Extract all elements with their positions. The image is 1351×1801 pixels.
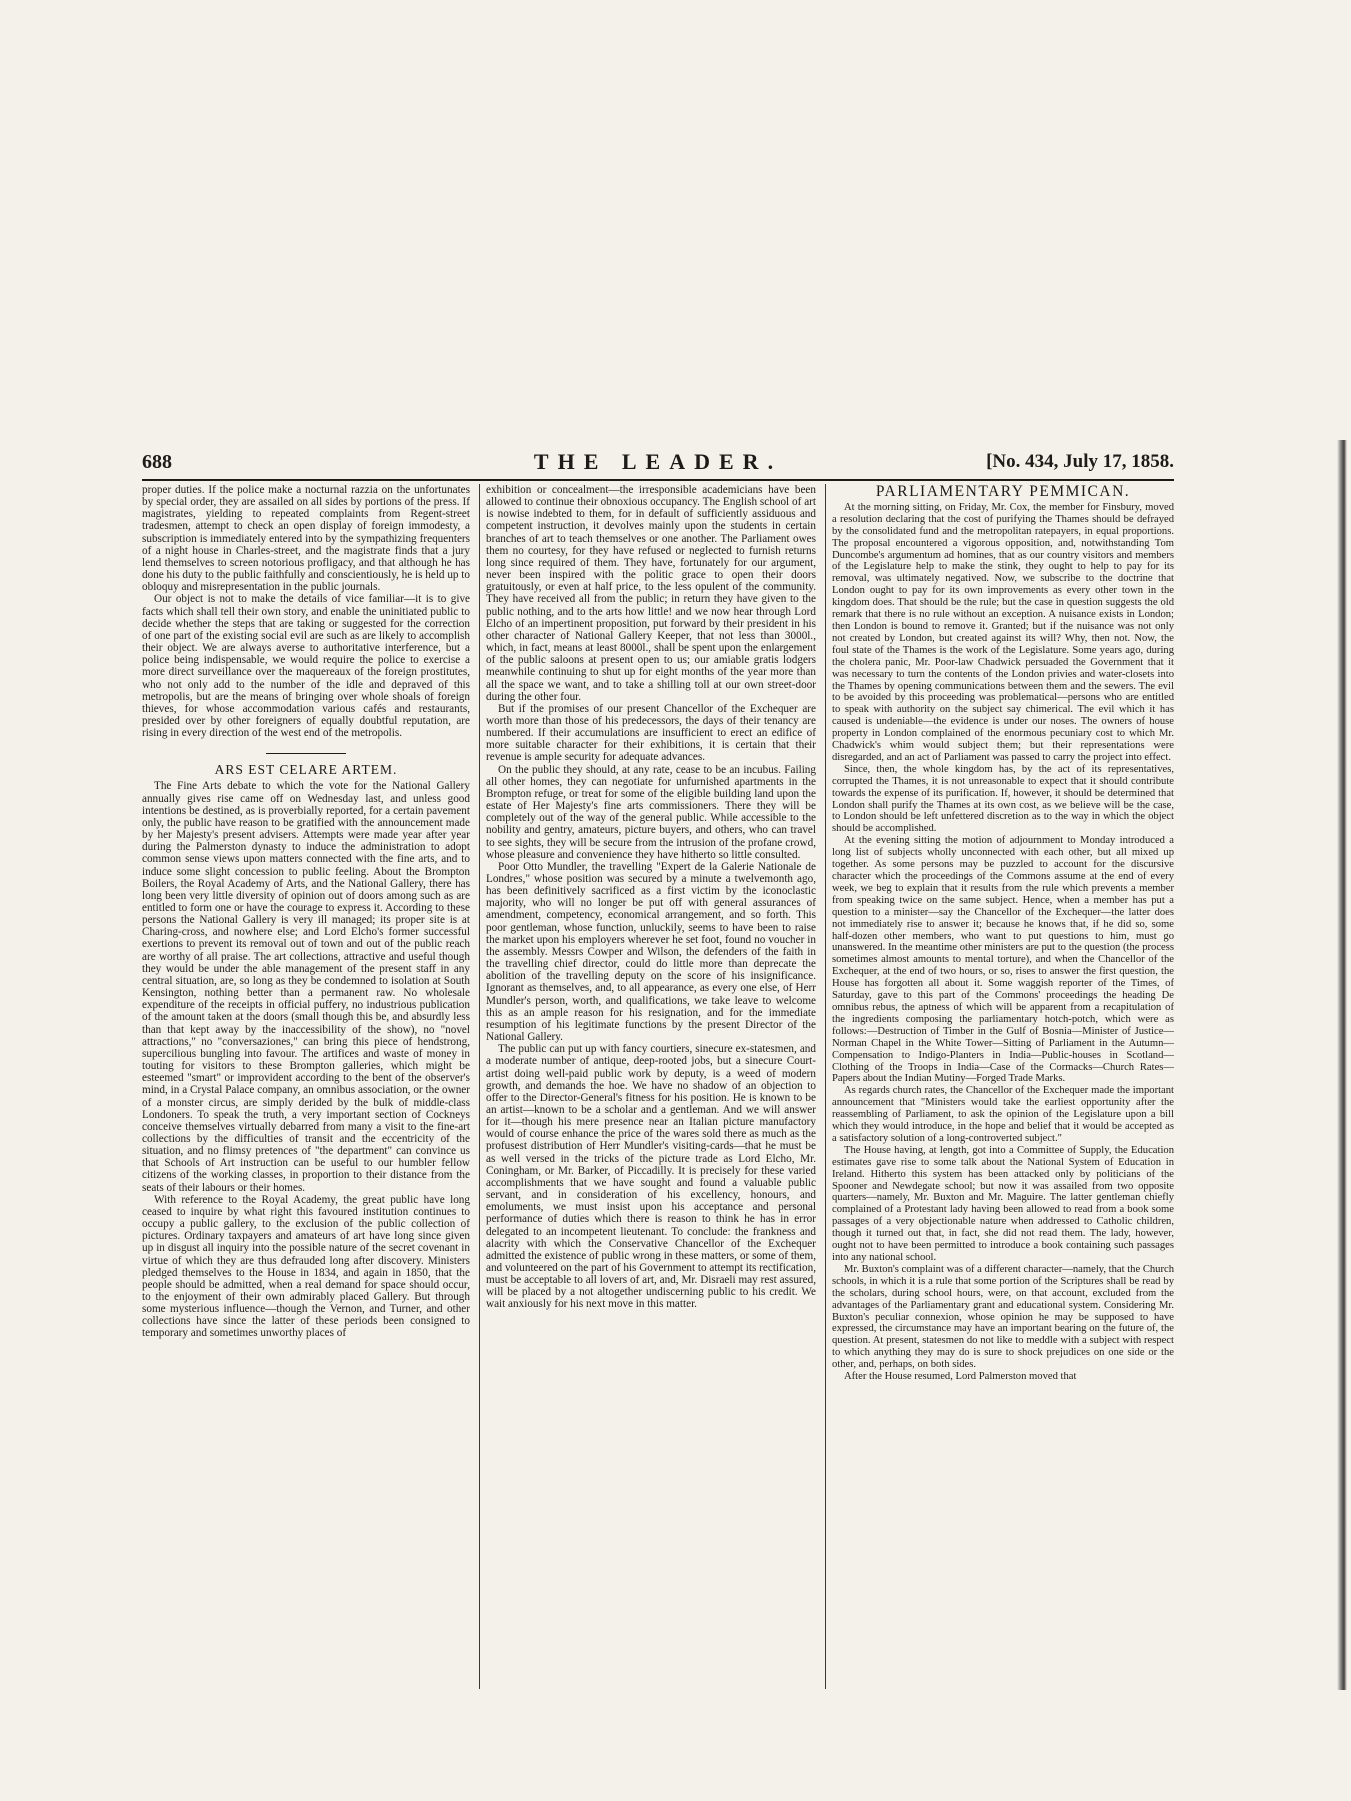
- paragraph: proper duties. If the police make a nocturnal razzia on the unfortunates by special order, they are assailed on all sides by portions of the press. If magistrates, yielding to repeated complaints from Regent-street tradesmen, attempt to check an open display of foreign immodesty, a subscription is immediately entered into by the sympathizing frequenters of a night house in Charles-street, and the magistrate finds that a jury lend themselves to screen notorious profligacy, and that although he has done his duty to the public faithfully and conscientiously, he is held up to obloquy and misrepresentation in the public journals.: [142, 484, 470, 594]
- paragraph: The public can put up with fancy courtiers, sinecure ex-statesmen, and a moderate number of antique, deep-rooted jobs, but a sinecure Court-artist doing well-paid public work by deputy, is a weed of modern growth, and demands the hoe. We have no shadow of an objection to offer to the Director-General's fitness for his position. He is known to be an artist—known to be a scholar and a gentleman. And we will answer for it—though his mere presence near an Italian picture manufactory would of course enhance the price of the wares sold there as much as the profusest distribution of Herr Mundler's visiting-cards—that he must be as well versed in the tricks of the picture trade as Lord Elcho, Mr. Coningham, or Mr. Barker, of Piccadilly. It is precisely for these varied accomplishments that we have sought and found a valuable public servant, and in consideration of his excellency, honours, and emoluments, we must insist upon his acceptance and personal performance of duties which there is reason to think he has in error delegated to an incompetent lieutenant. To conclude: the frankness and alacrity with which the Conservative Chancellor of the Exchequer admitted the existence of public wrong in these matters, or some of them, and volunteered on the part of his Government to attempt its rectification, must be acceptable to all lovers of art, and, Mr. Disraeli may rest assured, will be placed by a not altogether undiscerning public to his credit. We wait anxiously for his next move in this matter.: [486, 1043, 816, 1311]
- issue-line: [No. 434, July 17, 1858.: [986, 451, 1174, 472]
- paragraph: At the morning sitting, on Friday, Mr. Cox, the member for Finsbury, moved a resolution declaring that the cost of purifying the Thames should be defrayed by the consolidated fund and the metropolitan ratepayers, in equal proportions. The proposal encountered a vigorous opposition, and, notwithstanding Tom Duncombe's argumentum ad homines, that as our country visitors and members of the Legislature help to make the stink, they ought to help to pay for its removal, was ultimately negatived. Now, we subscribe to the doctrine that London ought to pay for its own improvements as every other town in the kingdom does. That should be the rule; but the case in question suggests the old remark that there is no rule without an exception. A nuisance exists in London; then London is bound to remove it. Granted; but if the nuisance was not only not created by London, but created against its will? Why, then not. Now, the foul state of the Thames is the work of the Legislature. Some years ago, during the cholera panic, Mr. Poor-law Chadwick persuaded the Government that it was necessary to turn the contents of the London privies and water-closets into the Thames by opening communications between them and the sewers. The evil to be avoided by this proceeding was problematical—persons who are entitled to speak with authority on the subject say chimerical. The evil which it has caused is undeniable—the evidence is under our noses. The owners of house property in London complained of the enormous pecuniary cost to which Mr. Chadwick's whim would subject them; but their representations were disregarded, and an act of Parliament was passed to carry the project into effect.: [832, 501, 1174, 763]
- paragraph: Since, then, the whole kingdom has, by the act of its representatives, corrupted the Thames, it is not unreasonable to expect that it should contribute towards the expense of its purification. If, however, it should be determined that London shall purify the Thames at its own cost, as we believe will be the case, to London should be left unfettered discretion as to the way in which the object should be accomplished.: [832, 763, 1174, 835]
- paragraph: The Fine Arts debate to which the vote for the National Gallery annually gives rise came off on Wednesday last, and unless good intentions be destined, as is proverbially reported, for a certain pavement only, the public have reason to be gratified with the announcement made by her Majesty's present advisers. Attempts were made year after year during the Palmerston dynasty to induce the administration to adopt common sense views upon matters connected with the fine arts, and to induce some slight concession to public feeling. About the Brompton Boilers, the Royal Academy of Arts, and the National Gallery, there has long been very little diversity of opinion out of doors among such as are entitled to form one or have the courage to express it. According to these persons the National Gallery is very ill managed; its proper site is at Charing-cross, and nowhere else; and Lord Elcho's former successful exertions to prevent its removal out of town and out of the public reach are worthy of all praise. The art collections, attractive and useful though they would be under the able management of the present staff in any central situation, are, so long as they be condemned to isolation at South Kensington, nothing better than a permanent raw. No wholesale expenditure of the receipts in official puffery, no industrious publication of the amount taken at the doors (small though this be, and absurdly less than that kept away by the inaccessibility of the show), no "novel attractions," no "conversaziones," can bring this piece of hendstrong, supercilious bungling into favour. The artifices and waste of money in touting for visitors to these Brompton galleries, which might be esteemed "smart" or improvident according to the bent of the observer's mind, in a Crystal Palace company, an omnibus association, or the owner of a monster circus, are simply derided by the bulk of middle-class Londoners. To speak the truth, a very important section of Cockneys conceive themselves virtually debarred from many a visit to the fine-art collections by the difficulties of transit and the eccentricity of the situation, and no flimsy pretences of "the department" can convince us that Schools of Art instruction can be useful to our humbler fellow citizens of the working classes, in proportion to their distance from the seats of their labours or their homes.: [142, 780, 470, 1194]
- paragraph: Mr. Buxton's complaint was of a different character—namely, that the Church schools, in which it is a rule that some portion of the Scriptures shall be read by the scholars, during school hours, were, on that account, excluded from the advantages of the Parliamentary grant and educational system. Considering Mr. Buxton's peculiar connexion, whose opinion he may be supposed to have expressed, the circumstance may have an important bearing on the future of, the question. At present, statesmen do not like to meddle with a subject with respect to which anything they may do is sure to shock prejudices on one side or the other, and, perhaps, on both sides.: [832, 1263, 1174, 1371]
- page-number: 688: [142, 451, 172, 473]
- paragraph: Our object is not to make the details of vice familiar—it is to give facts which shall tell their own story, and enable the uninitiated public to decide whether the steps that are taking or suggested for the correction of one part of the existing social evil are such as are likely to accomplish their object. We are always averse to authoritative interference, but a police being indispensable, we would require the police to exercise a more direct surveillance over the maquereaux of the foreign prostitutes, who not only add to the number of the idle and depraved of this metropolis, but are the means of bringing over whole shoals of foreign thieves, for whose accommodation various cafés and restaurants, presided over by other foreigners of equally doubtful reputation, are rising in every direction of the west end of the metropolis.: [142, 593, 470, 740]
- paragraph: The House having, at length, got into a Committee of Supply, the Education estimates gave rise to some talk about the National System of Education in Ireland. Hitherto this system has been attacked only by politicians of the Spooner and Newdegate school; but now it was assailed from two opposite quarters—namely, Mr. Buxton and Mr. Maguire. The latter gentleman chiefly complained of a Protestant lady having been allowed to read from a book some passages of a very objectionable nature when addressed to Catholic children, though it turned out that, in fact, she did not read them. The lady, however, ought not to have been permitted to introduce a book containing such passages into any national school.: [832, 1144, 1174, 1263]
- paragraph: Poor Otto Mundler, the travelling "Expert de la Galerie Nationale de Londres," whose position was secured by a minute a twelvemonth ago, has been definitively sacrificed as a first victim by the iconoclastic majority, who will no longer be put off with general assurances of amendment, competency, economical arrangement, and so forth. This poor gentleman, whose function, unluckily, seems to have been to raise the market upon his employers wherever he set foot, found no voucher in the assembly. Messrs Cowper and Wilson, the defenders of the faith in the travelling chief director, could do little more than deprecate the abolition of the travelling deputy on the score of his insignificance. Ignorant as themselves, and, to all appearance, as every one else, of Herr Mundler's person, worth, and qualifications, we take leave to welcome this as an ample reason for his resignation, and for the immediate resumption of his legitimate functions by the present Director of the National Gallery.: [486, 860, 816, 1044]
- page-edge-shadow: [1337, 440, 1347, 1690]
- paragraph: exhibition or concealment—the irresponsible academicians have been allowed to continue their obnoxious occupancy. The English school of art is nowise indebted to them, for in default of sufficiently assiduous and competent instruction, it devolves mainly upon the students in certain branches of art to teach themselves or one another. The Parliament owes them no courtesy, for they have refused or neglected to furnish returns long since required of them. They have, fortunately for our argument, never been inspired with the politic grace to open their doors gratuitously, or even at half price, to the less opulent of the community. They have received all from the public; in return they have given to the public nothing, and to the arts how little! and we now hear through Lord Elcho of an impertinent proposition, put forward by their president in his other character of National Gallery Keeper, that not less than 3000l., which, in fact, means at least 8000l., shall be spent upon the enlargement of the public saloons at present open to us; our amiable gratis lodgers meanwhile continuing to shut up for eight months of the year more than all the space we want, and to take a shilling toll at our own street-door during the other four.: [486, 484, 816, 703]
- paragraph: On the public they should, at any rate, cease to be an incubus. Failing all other homes, they can negotiate for unfurnished apartments in the Brompton refuge, or treat for some of the eligible building land upon the estate of Her Majesty's fine arts commissioners. There they will be completely out of the way of the general public. While accessible to the nobility and gentry, amateurs, picture buyers, and others, who can travel to see sights, they will be secure from the intrusion of the profane crowd, whose pleasure and convenience they have hitherto so little consulted.: [486, 763, 816, 861]
- paragraph: As regards church rates, the Chancellor of the Exchequer made the important announcement that "Ministers would take the earliest opportunity after the reassembling of Parliament, to ask the opinion of the Legislature upon a bill which they would introduce, in the hope and belief that it would be accepted as a satisfactory solution of a long-controverted subject.": [832, 1085, 1174, 1144]
- section-title-ars-est-celare-artem: ARS EST CELARE ARTEM.: [214, 762, 398, 778]
- paragraph: At the evening sitting the motion of adjournment to Monday introduced a long list of subjects wholly unconnected with each other, but all mixed up together. As some persons may be puzzled to account for the discursive character which the proceedings of the Commons assume at the end of every week, we beg to explain that it results from the rule which prevents a member from speaking twice on the same subject. Hence, when a member has put a question to a minister—say the Chancellor of the Exchequer—the latter does not immediately rise to answer it; because he knows that, if he did so, some half-dozen other members, who want to put questions to him, must go unanswered. In the meantime other ministers are put to the question (the process sometimes almost amounts to mental torture), and when the Chancellor of the Exchequer, at the end of two hours, or so, rises to answer the first question, the House has forgotten all about it. Some waggish reporter of the Times, of Saturday, gave to this part of the Commons' proceedings the heading De omnibus rebus, the aptness of which will be apparent from a recapitulation of the ingredients composing the parliamentary hotch-potch, which were as follows:—Destruction of Timber in the Gulf of Bosnia—Minister of Justice—Norman Chapel in the White Tower—Sitting of Parliament in the Autumn—Compensation to Indigo-Planters in India—Public-houses in Scotland—Clothing of the Troops in India—Case of the Cormacks—Church Rates—Papers about the Indian Mutiny—Forged Trade Marks.: [832, 835, 1174, 1085]
- masthead: THE LEADER.: [533, 449, 783, 474]
- column-2: [479, 484, 816, 1689]
- section-title-parliamentary-pemmican: PARLIAMENTARY PEMMICAN.: [875, 484, 1131, 500]
- section-divider: [266, 753, 346, 754]
- column-1: [142, 484, 470, 1689]
- paragraph: After the House resumed, Lord Palmerston moved that: [844, 1371, 1077, 1383]
- column-3: [825, 484, 1174, 1689]
- page-header: [142, 449, 1174, 481]
- paragraph: With reference to the Royal Academy, the great public have long ceased to inquire by what right this favoured institution continues to occupy a public gallery, to the exclusion of the public collection of pictures. Ordinary taxpayers and amateurs of art have long since given up in disgust all inquiry into the possible nature of the secret covenant in virtue of which they are thus defrauded long after discovery. Ministers pledged themselves to the House in 1834, and again in 1850, that the people should be admitted, when a real demand for space should occur, to the enjoyment of their own admirably placed Gallery. But through some mysterious influence—though the Vernon, and Turner, and other collections have since the latter of these periods been consigned to temporary and sometimes unworthy places of: [142, 1193, 470, 1340]
- paragraph: But if the promises of our present Chancellor of the Exchequer are worth more than those of his predecessors, the days of their tenancy are numbered. If their accumulations are insufficient to erect an edifice of more suitable character for their exhibitions, it is certain that their revenue is ample security for adequate advances.: [486, 702, 816, 764]
- article-columns: [142, 484, 1174, 1689]
